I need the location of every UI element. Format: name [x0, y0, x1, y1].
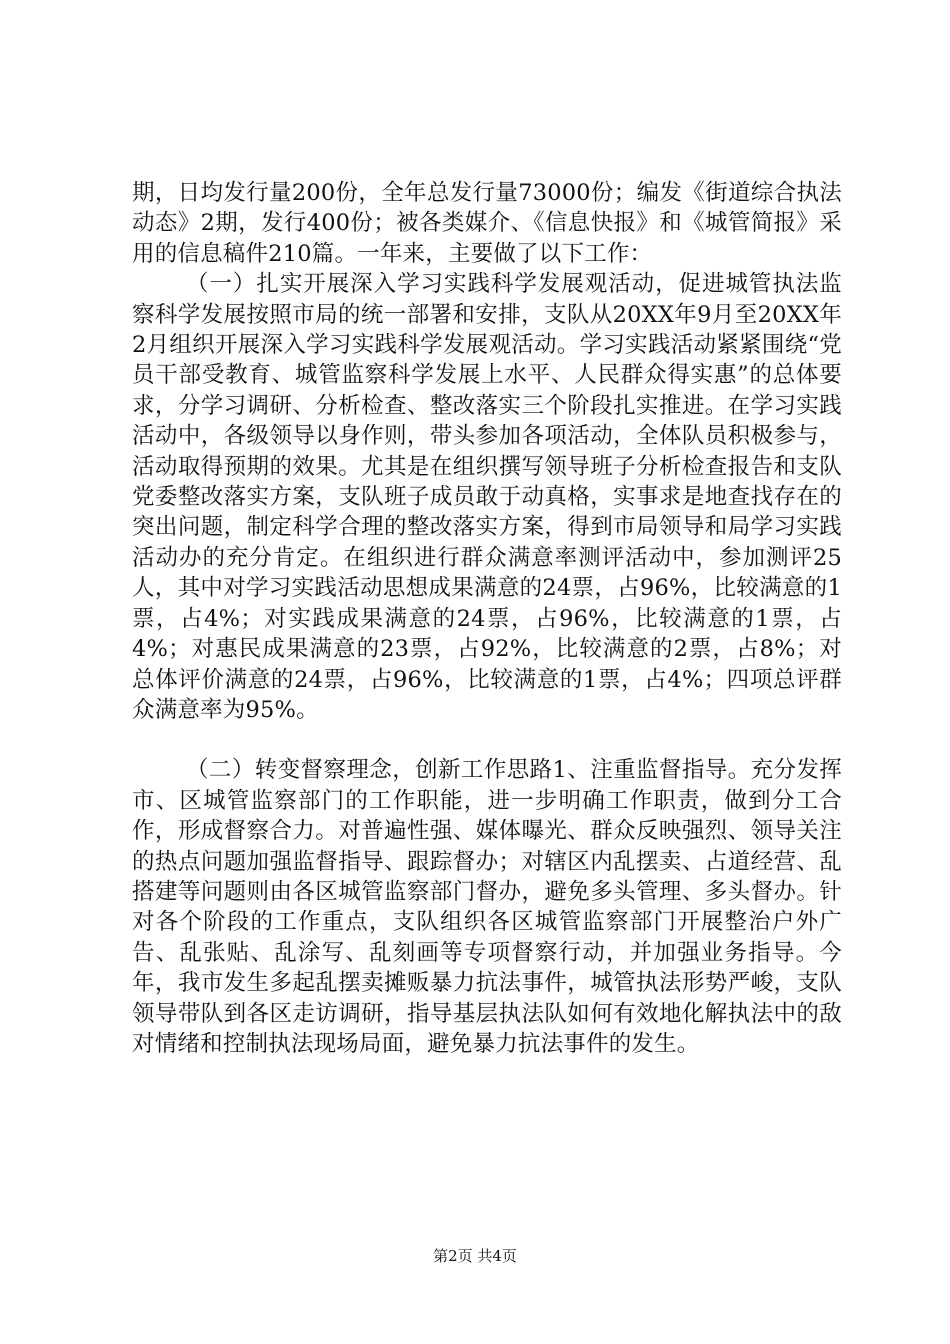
document-body [132, 178, 842, 1059]
paragraph-section-two: （二）转变督察理念，创新工作思路1、注重监督指导。充分发挥市、区城管监察部门的工作职能，进一步明确工作职责，做到分工合作，形成督察合力。对普遍性强、媒体曝光、群众反映强烈、领导关注的热点问题加强监督指导、跟踪督办；对辖区内乱摆卖、占道经营、乱搭建等问题则由各区城管监察部门督办，避免多头管理、多头督办。针对各个阶段的工作重点，支队组织各区城管监察部门开展整治户外广告、乱张贴、乱涂写、乱刻画等专项督察行动，并加强业务指导。今年，我市发生多起乱摆卖摊贩暴力抗法事件，城管执法形势严峻，支队领导带队到各区走访调研，指导基层执法队如何有效地化解执法中的敌对情绪和控制执法现场局面，避免暴力抗法事件的发生。 [132, 757, 842, 1057]
paragraph-section-one: （一）扎实开展深入学习实践科学发展观活动，促进城管执法监察科学发展按照市局的统一部署和安排，支队从20XX年9月至20XX年2月组织开展深入学习实践科学发展观活动。学习实践活动紧紧围绕“党员干部受教育、城管监察科学发展上水平、人民群众得实惠”的总体要求，分学习调研、分析检查、整改落实三个阶段扎实推进。在学习实践活动中，各级领导以身作则，带头参加各项活动，全体队员积极参与，活动取得预期的效果。尤其是在组织撰写领导班子分析检查报告和支队党委整改落实方案，支队班子成员敢于动真格，实事求是地查找存在的突出问题，制定科学合理的整改落实方案，得到市局领导和局学习实践活动办的充分肯定。在组织进行群众满意率测评活动中，参加测评25人，其中对学习实践活动思想成果满意的24票，占96%，比较满意的1票，占4%；对实践成果满意的24票，占96%，比较满意的1票，占4%；对惠民成果满意的23票，占92%，比较满意的2票，占8%；对总体评价满意的24票，占96%，比较满意的1票，占4%；四项总评群众满意率为95%。 [132, 271, 842, 723]
page-footer: 第2页 共4页 [433, 1247, 517, 1265]
paragraph-continued: 期，日均发行量200份，全年总发行量73000份；编发《街道综合执法动态》2期，发行400份；被各类媒介、《信息快报》和《城管简报》采用的信息稿件210篇。一年来，主要做了以下工作： [132, 180, 842, 267]
